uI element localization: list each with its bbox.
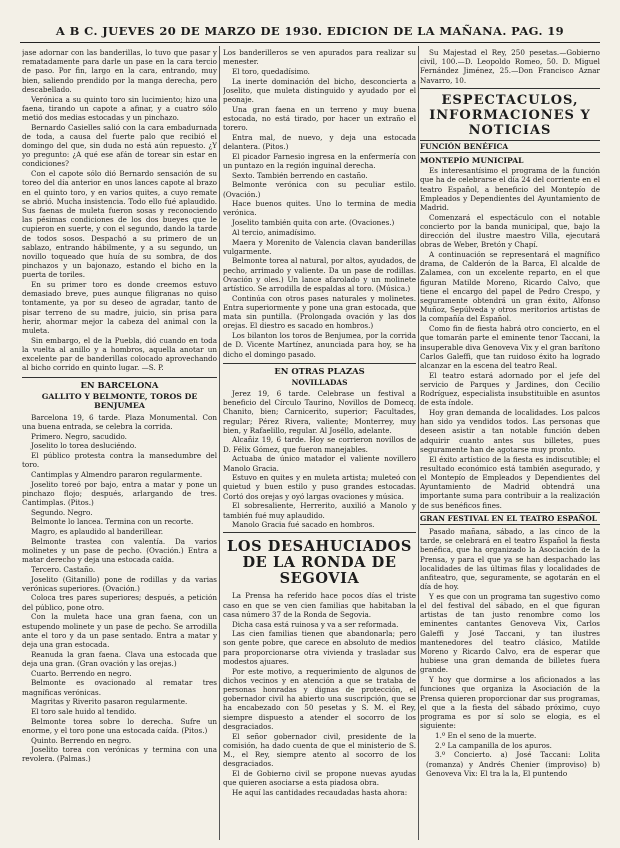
paragraph: El picador Farnesio ingresa en la enfermería con un puntazo en la región inguinal derecha. <box>223 151 416 170</box>
paragraph: Alcañiz 19, 6 tarde. Hoy se corrieron novillos de D. Félix Gómez, que fueron manejables. <box>223 435 416 454</box>
paragraph: El teatro estará adornado por el jefe del servicio de Parques y Jardines, don Cecilio Rodríguez, especialista insubstituible en asuntos de esta índole. <box>420 370 600 408</box>
paragraph: Sexto. También berrendo en castaño. <box>232 170 368 180</box>
paragraph: Con la muleta hace una gran faena, con un estupendo molinete y un pase de pecho. Se arrodilla ante el toro y da un pase sentado. Entra a matar y deja una gran estocada. <box>22 612 217 649</box>
paragraph: Barcelona 19, 6 tarde. Plaza Monumental. Con una buena entrada, se celebra la corrida. <box>22 412 217 431</box>
paragraph: Al tercio, animadísimo. <box>232 227 317 237</box>
paragraph: Belmonte es ovacionado al rematar tres magníficas verónicas. <box>22 678 217 697</box>
column-divider-2 <box>418 46 419 840</box>
paragraph: Segundo. Negro. <box>31 507 93 517</box>
paragraph: Pasado mañana, sábado, a las cinco de la tarde, se celebrará en el teatro Español la fiesta benéfica, que ha organizado la Asociación de la Prensa, y para el que ya se han despachado las localidades de las últimas filas y localidades de anfiteatro, que, seguramente, se agotarán en el día de hoy. <box>420 526 600 592</box>
novilladas-heading: NOVILLADAS <box>291 377 348 387</box>
paragraph: A continuación se representará el magnífico drama, de Calderón de la Barca, El alcalde de Zalamea, con un excelente reparto, en el que figuran Matilde Moreno, Ricardo Calvo, que tiene el encargo del papel de Pedro Crespo, y seguramente obtendrá un gran éxito, Alfonso Muñoz, Sepúlveda y otros meritorios artistas de la compañía del Español. <box>420 250 600 324</box>
headline-desahuciados: LOS DESAHUCIADOS DE LA RONDA DE SEGOVIA <box>227 538 412 588</box>
paragraph: Joselito (Gitanillo) pone de rodillas y da varias verónicas superiores. (Ovación.) <box>22 574 217 593</box>
paragraph: Coloca tres pares superiores; después, a petición del público, pone otro. <box>22 593 217 612</box>
paragraph: El toro sale huido al tendido. <box>31 706 137 716</box>
paragraph: El de Gobierno civil se propone nuevas ayudas que quieren asociarse a esta piadosa obra. <box>223 768 416 788</box>
paragraph: Belmonte torea al natural, por altos, ayudados, de pecho, arrimado y valiente. Da un pase de rodillas. Ovación y oles.) Un lance afarolado y un molinete artístico. Se arrodilla de espaldas al toro. (Música.) <box>223 256 416 294</box>
paragraph: Dicha casa está ruinosa y va a ser reformada. <box>232 619 399 629</box>
column-3 <box>420 48 600 842</box>
header-rule <box>20 42 600 43</box>
paragraph: Actuaba de único matador el valiente novillero Manolo Gracia. <box>223 454 416 473</box>
paragraph: Las cien familias tienen que abandonarla; pero son gente pobre, que carece en absoluto de medios para proporcionarse otra vivienda y trasladar sus modestos ajuares. <box>223 629 416 666</box>
paragraph: Joselito toreó por bajo, entra a matar y pone un pinchazo flojo; después, arlargando de tres. Cantimplas. (Pitos.) <box>22 479 217 507</box>
paragraph: Y es que con un programa tan sugestivo como el del festival del sábado, en el que figuran artistas de tan justo renombre como los eminentes cantantes Genoveva Vix, Carlos Galeffi y José Taccani, y tan ilustres mantenedores del teatro clásico, Matilde Moreno y Ricardo Calvo, era de esperar que hubiese una gran demanda de billetes fuera grande. <box>420 591 600 675</box>
paragraph: Quinto. Berrendo en negro. <box>31 735 132 745</box>
paragraph: Cantimplas y Almendro pararon regularmente. <box>31 469 203 479</box>
section-heading-barcelona: EN BARCELONA <box>22 377 217 390</box>
headline-espectaculos: ESPECTACULOS, INFORMACIONES Y NOTICIAS <box>429 92 591 138</box>
paragraph: Los bilanton los toros de Benjumea, por la corrida de D. Vicente Martínez, anunciada para hoy, se ha dicho el domingo pasado. <box>223 331 416 359</box>
paragraph: Bernardo Casielles salió con la cara embadurnada de toda, a causa del fuerte palo que recibió el domingo del que, sin duda no está aún repuesto. ¿Y yo pregunto: ¿A qué ese afán de torear sin estar en condiciones? <box>22 122 217 169</box>
paragraph: Tercero. Castaño. <box>31 564 96 574</box>
paragraph: Joselito torea con verónicas y termina con una revolera. (Palmas.) <box>22 745 217 764</box>
program-item: 1.º En el seno de la muerte. <box>435 730 537 740</box>
paragraph: Cuarto. Berrendo en negro. <box>31 668 132 678</box>
paragraph: El éxito artístico de la fiesta es indiscutible; el resultado económico está también asegurado, y el Montepío de Empleados y Dependientes del Ayuntamiento de Madrid obtendrá una importante suma para contribuir a la realización de sus benéficos fines. <box>420 454 600 510</box>
paragraph: Sin embargo, el de la Puebla, dió cuando en toda la vuelta al anillo y a hombros, aquella anotar un excelente par de banderillas colocado aprovechando al bicho corrido en quinto lugar. —S. P. <box>22 335 217 373</box>
funcion-benefica-label: FUNCIÓN BENÉFICA <box>420 140 600 153</box>
bullfight-title: GALLITO Y BELMONTE, TOROS DE BENJUMEA <box>41 391 198 411</box>
paragraph: En su primer toro es donde creemos estuvo demasiado breve, pues aunque filigranas no quiso tontamente, ya por su deseo de agradar, tanto de pisar terreno de su madre, juicio, sin prisa para herir, ahormar mejor la cabeza del animal con la muleta. <box>22 280 217 336</box>
paragraph: Belmonte verónica con su peculiar estilo. (Ovación.) <box>223 180 416 199</box>
paragraph: Continúa con otros pases naturales y molinetes. Entra superiormente y pone una gran estocada, que mata sin puntilla. (Prolongada ovación y las dos orejas. El diestro es sacado en hombros.) <box>223 293 416 331</box>
paragraph: La Prensa ha referido hace pocos días el triste caso en que se ven cien familias que habitaban la casa número 37 de la Ronda de Segovia. <box>223 591 416 619</box>
column-1 <box>22 48 217 842</box>
paragraph: Verónica a su quinto toro sin lucimiento; hizo una faena, tirando un capote a afinar, y a cuatro sólo metió dos medias estocadas y un pinchazo. <box>22 94 217 122</box>
paragraph: He aquí las cantidades recaudadas hasta ahora: <box>232 787 408 797</box>
paragraph: Belmonte lo lancea. Termina con un recorte. <box>31 517 194 527</box>
paragraph: El público protesta contra la mansedumbre del toro. <box>22 450 217 470</box>
paragraph: Por este motivo, a requerimiento de algunos de dichos vecinos y en atención a que se trataba de personas honradas y dignas de protección, el gobernador civil ha abierto una suscripción, que se ha encabezado con 50 pesetas y S. M. el Rey, siempre dispuesto a atender el socorro de los desgraciados. <box>223 666 416 731</box>
paragraph: Los banderilleros se ven apurados para realizar su menester. <box>223 48 416 67</box>
paragraph: Belmonte torea sobre lo derecha. Sufre un enorme, y el toro pone una estocada caída. (Pitos.) <box>22 716 217 735</box>
paragraph: Belmonte trastea con valentía. Da varios molinetes y un pase de pecho. (Ovación.) Entra a matar derecho y deja una estocada caída. <box>22 536 217 565</box>
paragraph: Hace buenos quites. Uno lo termina de media verónica. <box>223 199 416 218</box>
paragraph: El toro, quedadísimo. <box>232 66 310 76</box>
running-header: A B C. JUEVES 20 DE MARZO DE 1930. EDICION DE LA MAÑANA. PAG. 19 <box>55 24 565 38</box>
paragraph: Maera y Morenito de Valencia clavan banderillas vulgarmente. <box>223 237 416 256</box>
section-heading-otras-plazas: EN OTRAS PLAZAS <box>223 363 416 376</box>
paragraph: Como fin de fiesta habrá otro concierto, en el que tomarán parte el eminente tenor Taccani, la insuperable diva Genoveva Vix y el gran barítono Carlos Galeffi, que tan ruidoso éxito ha logrado alcanzar en la escena del teatro Real. <box>420 324 600 370</box>
paragraph: Manolo Gracia fué sacado en hombros. <box>232 520 375 530</box>
gran-festival-label: GRAN FESTIVAL EN EL TEATRO ESPAÑOL <box>420 512 600 525</box>
column-2 <box>223 48 416 842</box>
paragraph: Una gran faena en un terreno y muy buena estocada, no está tirado, por hacer un extraño el torero. <box>223 104 416 133</box>
paragraph: Con el capote sólo dió Bernardo sensación de su toreo del día anterior en unos lances capote al brazo en el quinto toro, y en varios quites, a cuyo remate se abrió. Mucha insistencia. Todo ello fué aplaudido. Sus faenas de muleta fueron sosas y reconociendo las pésimas condiciones de los dos bueyes que le cupieron en suerte, y con el segundo, dando la tarde de todos sosos. Despachó a su primero de un sablazo, entrando hábilmente, y a su segundo, un novillo toqueado que huía de su sombra, de dos pinchazos y un bajonazo, estando el bicho en la puerta de toriles. <box>22 169 217 280</box>
paragraph: Jerez 19, 6 tarde. Celebrase un festival a beneficio del Círculo Taurino, Novillos de Domecq. Chanito, bien; Carnicerito, superior; Facultades, regular; Pérez Rivera, valiente; Monterrey, muy bien, y Rafaelillo, regular. Al Joséllo, adelante. <box>223 388 416 435</box>
paragraph: Magritas y Riverito pasaron regularmente. <box>31 697 188 707</box>
paragraph: El señor gobernador civil, presidente de la comisión, ha dado cuenta de que el ministerio de S. M., el Rey, siempre atento al socorro de los desgraciados. <box>223 731 416 769</box>
program-item: 2.º La campanilla de los apuros. <box>435 740 552 750</box>
paragraph: La inerte dominación del bicho, desconcierta a Joselito, que muleta distinguido y ayudado por el peonaje. <box>223 76 416 105</box>
paragraph: Comenzará el espectáculo con el notable concierto por la banda municipal, que, bajo la dirección del ilustre maestro Villa, ejecutará obras de Weber, Bretón y Chapí. <box>420 212 600 250</box>
paragraph: Y hoy que dormirse a los aficionados a las funciones que organiza la Asociación de la Prensa quieren proporcionar dar sus programas, el que a la fiesta del sábado próximo, cuyo programa es por sí solo se elogia, es el siguiente: <box>420 675 600 731</box>
divider <box>223 532 416 533</box>
paragraph: Magro, es aplaudido al banderillear. <box>31 527 164 537</box>
paragraph: jase adornar con las banderillas, lo tuvo que pasar y rematadamente para darle un pase en la cara tercio de paso. Por fin, largo en la cara, entrando, muy bien, saliendo prendido por la manga derecha, pero descabellado. <box>22 48 217 94</box>
paragraph: El sobresaliente, Herrerito, auxilió a Manolo y también fué muy aplaudido. <box>223 501 416 520</box>
paragraph: Es interesantísimo el programa de la función que ha de celebrarse el día 24 del corriente en el teatro Español, a beneficio del Montepío de Empleados y Dependientes del Ayuntamiento de Madrid. <box>420 166 600 213</box>
paragraph: Entra mal, de nuevo, y deja una estocada delantera. (Pitos.) <box>223 132 416 152</box>
column-divider-1 <box>219 46 220 840</box>
paragraph: Hoy gran demanda de localidades. Los palcos han sido ya vendidos todos. Las personas que deseen asistir a tan notable función deben adquirir cuanto antes sus billetes, pues seguramente han de agotarse muy pronto. <box>420 408 600 454</box>
paragraph: Su Majestad el Rey, 250 pesetas.—Gobierno civil, 100.—D. Leopoldo Romeo, 50. D. Miguel Fernández Jiménez, 25.—Don Francisco Aznar Navarro, 10. <box>420 48 600 85</box>
program-item: 3.º Concierto. a) José Taccani: Lolita (romanza) y Andrés Chenier (improviso) b) Genoveva Vix: El tra la la, El puntendo <box>426 750 600 778</box>
paragraph: Reanuda la gran faena. Clava una estocada que deja una gran. (Gran ovación y las orejas.) <box>22 649 217 668</box>
paragraph: Joselito lo torea desluciéndo. <box>31 441 137 451</box>
paragraph: Joselito también quita con arte. (Ovaciones.) <box>232 218 395 228</box>
divider <box>420 88 600 89</box>
montepio-label: MONTEPÍO MUNICIPAL <box>420 156 524 166</box>
paragraph: Estuvo en quites y en muleta artista; muleteó con quietud y buen estilo y puso grandes estocadas. Cortó dos orejas y oyó largas ovaciones y música. <box>223 473 416 501</box>
paragraph: Primero. Negro, sacudido. <box>31 431 127 441</box>
